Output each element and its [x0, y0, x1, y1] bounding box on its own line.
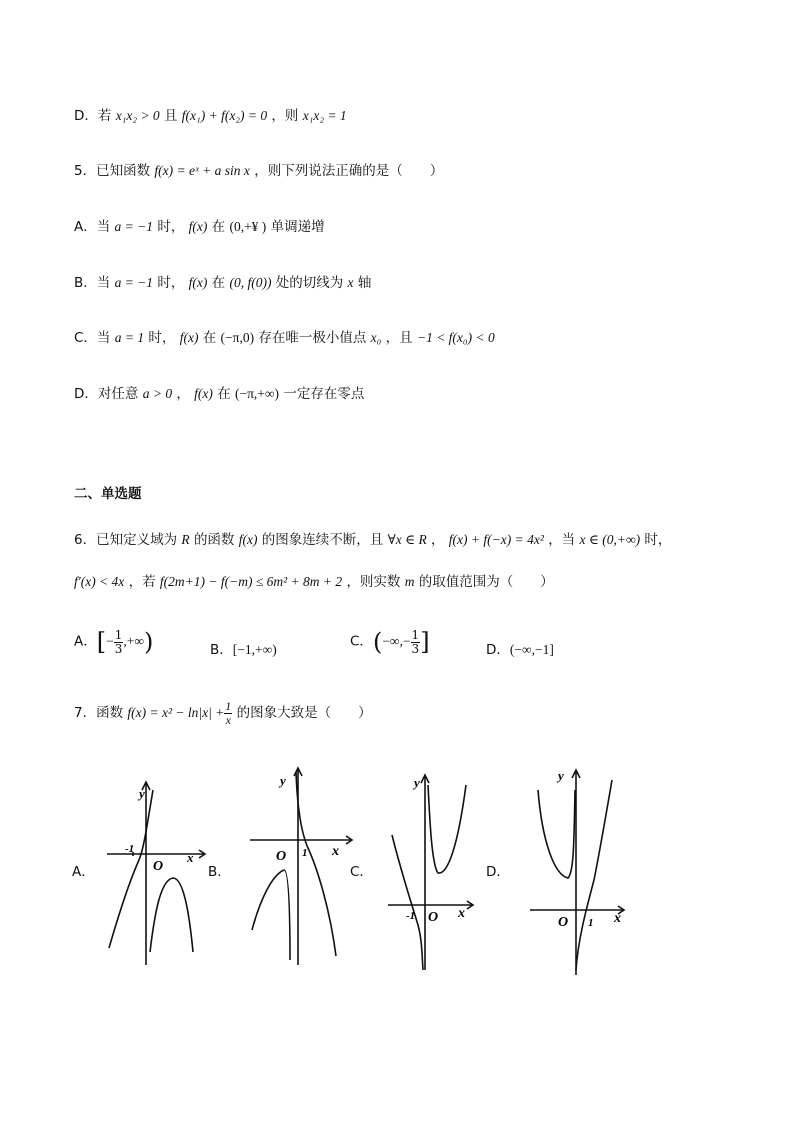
tick-label: -1 — [125, 843, 135, 855]
y-label: y — [280, 773, 286, 788]
q7-graph-a — [95, 770, 215, 970]
q7-stem: 7．函数 f(x) = x² − ln|x| + $\frac{1}{x}$ 的图象大致是（ ） — [74, 699, 372, 727]
q6-stem-line2: f′(x) < 4x ，若 f(2m+1) − f(−m) ≤ 6m² + 8m + 2 ，则实数 m 的取值范围为（ ） — [74, 574, 554, 590]
x-label: x — [614, 911, 621, 926]
tick-label: -1 — [406, 910, 416, 922]
q4-option-d: D．若 x₁x₂ > 0 且 f(x₁) + f(x₂) = 0 ，则 x₁x₂ = 1 — [74, 108, 347, 124]
tick-label: 1 — [588, 917, 594, 929]
origin-label: O — [428, 910, 439, 925]
curve-right — [428, 785, 466, 873]
curve-left — [392, 835, 423, 970]
curve-left — [538, 790, 575, 878]
x-label: x — [187, 850, 194, 865]
section-title: 二、单选题 — [74, 486, 142, 502]
origin-label: O — [153, 859, 164, 874]
q7-graph-c — [378, 765, 488, 975]
q6-stem-line1: 6．已知定义域为 R 的函数 f(x) 的图象连续不断，且 ∀x ∈ R ， f(x) + f(−x) = 4x² ，当 x ∈ (0,+∞) 时， — [74, 532, 672, 548]
q7-graph-d — [526, 760, 636, 980]
q5-option-c: C．当 a = 1 时， f(x) 在 (−π,0) 存在唯一极小值点 x₀ ，且 −1 < f(x₀) < 0 — [74, 330, 495, 346]
curve-left — [252, 870, 290, 960]
curve-right — [576, 780, 612, 970]
q7-label-d: D． — [486, 864, 510, 880]
origin-label: O — [558, 915, 569, 930]
curve-right — [296, 772, 336, 956]
q5-stem: 5．已知函数 f(x) = eˣ + a sin x ，则下列说法正确的是（ ） — [74, 163, 444, 179]
q6-option-c: C．(−∞,− $\frac{1}{3}$ ] — [350, 627, 430, 656]
q7-label-c: C． — [350, 864, 373, 880]
q5-option-a: A．当 a = −1 时， f(x) 在 (0,+¥ ) 单调递增 — [74, 219, 325, 235]
q5-option-b: B．当 a = −1 时， f(x) 在 (0, f(0)) 处的切线为 x 轴 — [74, 275, 372, 291]
q7-label-a: A． — [72, 864, 95, 880]
y-label: y — [414, 775, 420, 790]
origin-label: O — [276, 849, 287, 864]
q7-label-b: B． — [208, 864, 231, 880]
q6-option-b: B．[−1,+∞) — [210, 642, 277, 658]
x-label: x — [458, 906, 465, 921]
q7-graph-b — [240, 760, 360, 970]
x-label: x — [332, 844, 339, 859]
q5-option-d: D．对任意 a > 0 ， f(x) 在 (−π,+∞) 一定存在零点 — [74, 386, 365, 402]
q6-option-a: A．[− $\frac{1}{3}$ ,+∞) — [74, 627, 154, 656]
curve-right — [150, 878, 193, 952]
q6-option-d: D．(−∞,−1] — [486, 642, 554, 658]
tick-label: 1 — [302, 847, 308, 859]
y-label: y — [558, 768, 564, 783]
y-label: y — [139, 786, 145, 801]
